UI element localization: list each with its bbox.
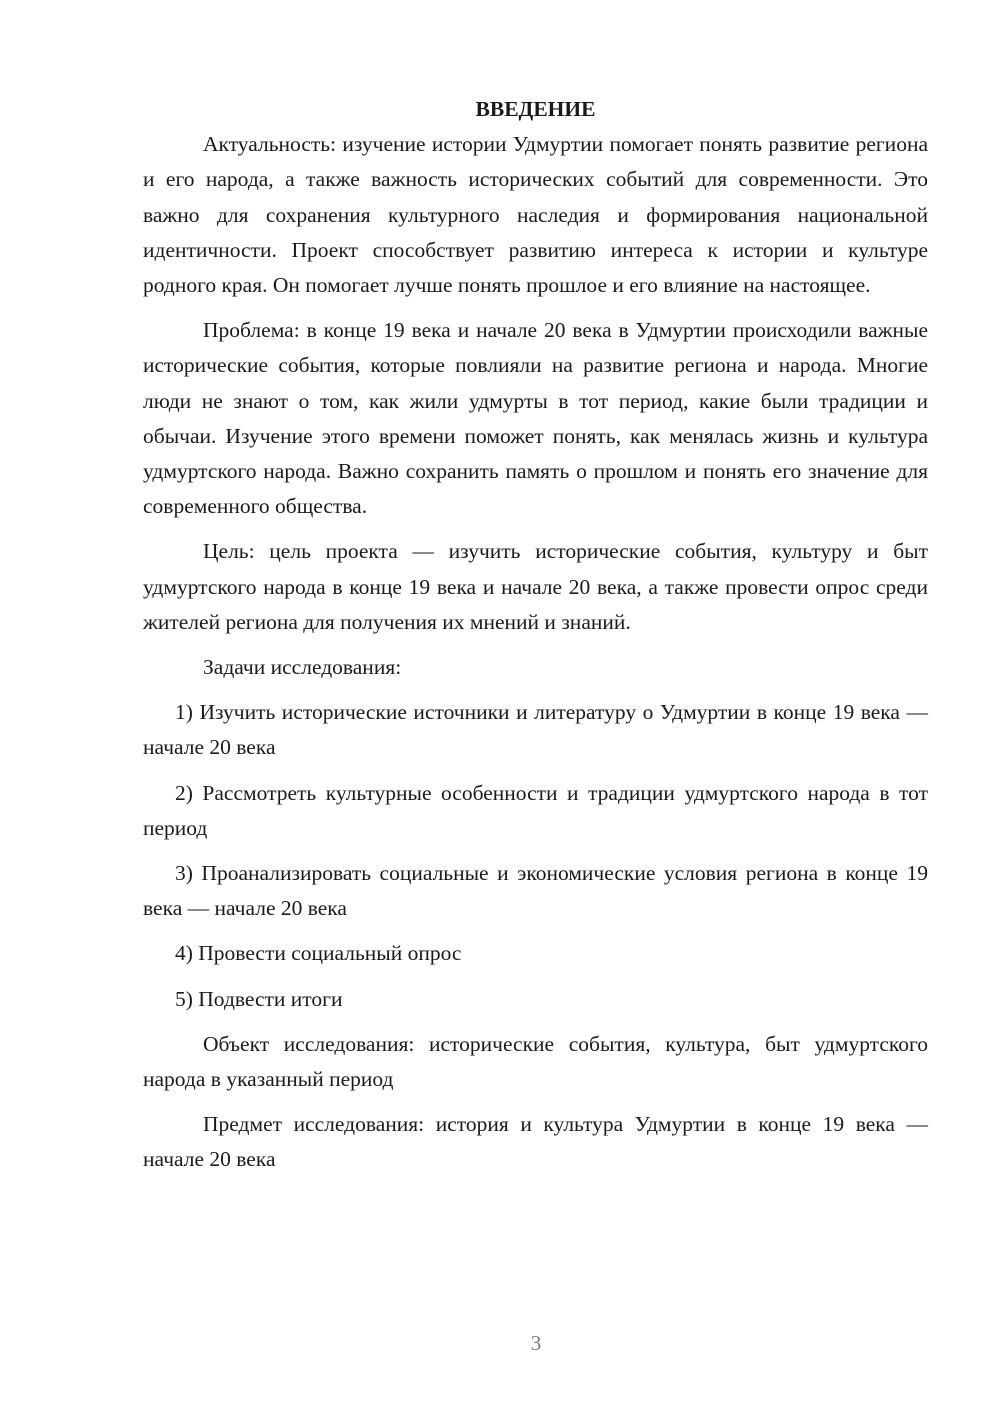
- subject-paragraph: Предмет исследования: история и культура Удмуртии в конце 19 века — начале 20 века: [143, 1112, 928, 1172]
- tasks-title: Задачи исследования:: [203, 655, 402, 680]
- task-item-4: 4) Провести социальный опрос: [175, 941, 462, 966]
- section-heading: ВВЕДЕНИЕ: [475, 97, 596, 121]
- goal-paragraph: Цель: цель проекта — изучить исторические события, культуру и быт удмуртского народа в конце 19 века и начале 20 века, а также провести опрос среди жителей региона для получения их мнений и знаний.: [143, 539, 928, 634]
- task-item-3: 3) Проанализировать социальные и экономические условия региона в конце 19 века — начале 20 века: [143, 861, 928, 921]
- task-item-5: 5) Подвести итоги: [175, 986, 343, 1011]
- object-paragraph: Объект исследования: исторические события, культура, быт удмуртского народа в указанный период: [143, 1031, 928, 1092]
- page-number: 3: [530, 1331, 542, 1355]
- relevance-paragraph: Актуальность: изучение истории Удмуртии помогает понять развитие региона и его народа, а также важность исторических событий для современности. Это важно для сохранения культурного наследия и формирования национальной идентичности. Проект способствует развитию интереса к истории и культуре родного края. Он помогает лучше понять прошлое и его влияние на настоящее.: [143, 132, 928, 298]
- page-content: [143, 92, 928, 1178]
- task-item-2: 2) Рассмотреть культурные особенности и традиции удмуртского народа в тот период: [143, 780, 928, 840]
- task-item-1: 1) Изучить исторические источники и литературу о Удмуртии в конце 19 века — начале 20 века: [143, 700, 928, 760]
- problem-paragraph: Проблема: в конце 19 века и начале 20 века в Удмуртии происходили важные исторические события, которые повлияли на развитие региона и народа. Многие люди не знают о том, как жили удмурты в тот период, какие были традиции и обычаи. Изучение этого времени поможет понять, как менялась жизнь и культура удмуртского народа. Важно сохранить память о прошлом и понять его значение для современного общества.: [143, 318, 928, 519]
